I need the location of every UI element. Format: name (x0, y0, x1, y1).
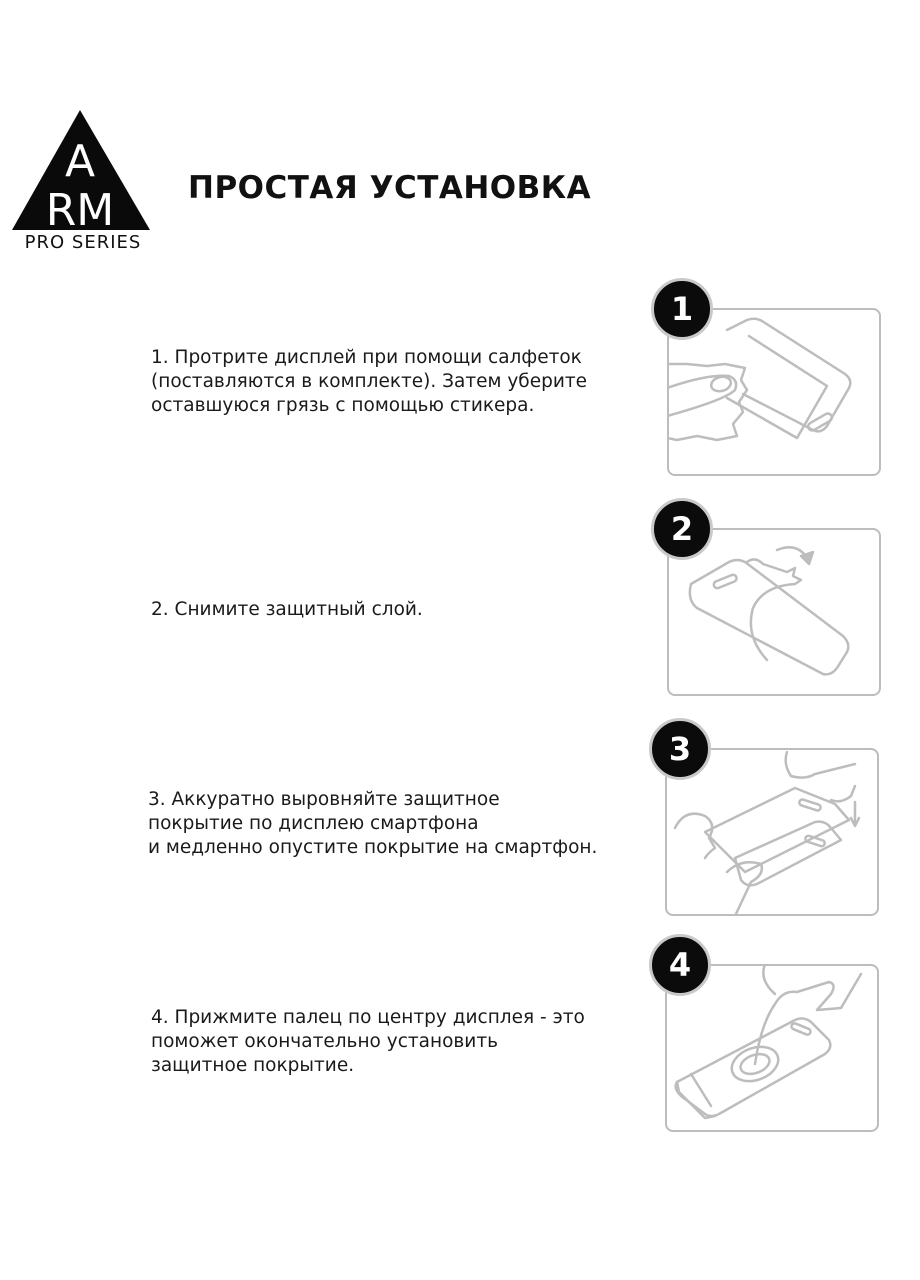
logo-letter-a: A (64, 136, 96, 187)
arm-pro-series-logo (10, 108, 156, 258)
step-1-line-3: оставшуюся грязь с помощью стикера. (151, 395, 535, 416)
step-4-line-2: поможет окончательно установить (151, 1031, 499, 1052)
step-4-text (151, 1006, 585, 1078)
step-4-line-1: 4. Прижмите палец по центру дисплея - это (151, 1007, 585, 1028)
step-1-line-2: (поставляются в комплекте). Затем уберите (151, 371, 588, 392)
logo-tagline: PRO SERIES (24, 232, 142, 253)
step-2-text (151, 598, 423, 622)
step-4-badge: 4 (649, 934, 711, 996)
step-1-illustration (645, 272, 895, 487)
step-2-illustration (645, 492, 895, 707)
step-1-text (151, 346, 587, 418)
triangle-logo-icon (10, 108, 156, 232)
step-3-line-2: покрытие по дисплею смартфона (148, 813, 479, 834)
step-3-text (148, 788, 597, 860)
step-3-badge: 3 (649, 718, 711, 780)
step-4-line-3: защитное покрытие. (151, 1055, 355, 1076)
page-title: ПРОСТАЯ УСТАНОВКА (188, 170, 592, 206)
step-2-line-1: 2. Снимите защитный слой. (151, 599, 423, 620)
step-1-line-1: 1. Протрите дисплей при помощи салфеток (151, 347, 582, 368)
step-3-line-3: и медленно опустите покрытие на смартфон. (148, 837, 598, 858)
step-4-illustration (643, 928, 893, 1143)
step-3-line-1: 3. Аккуратно выровняйте защитное (148, 789, 500, 810)
step-2-badge: 2 (651, 498, 713, 560)
step-1-badge: 1 (651, 278, 713, 340)
step-3-illustration (643, 712, 893, 927)
logo-letters-rm: RM (45, 185, 115, 232)
